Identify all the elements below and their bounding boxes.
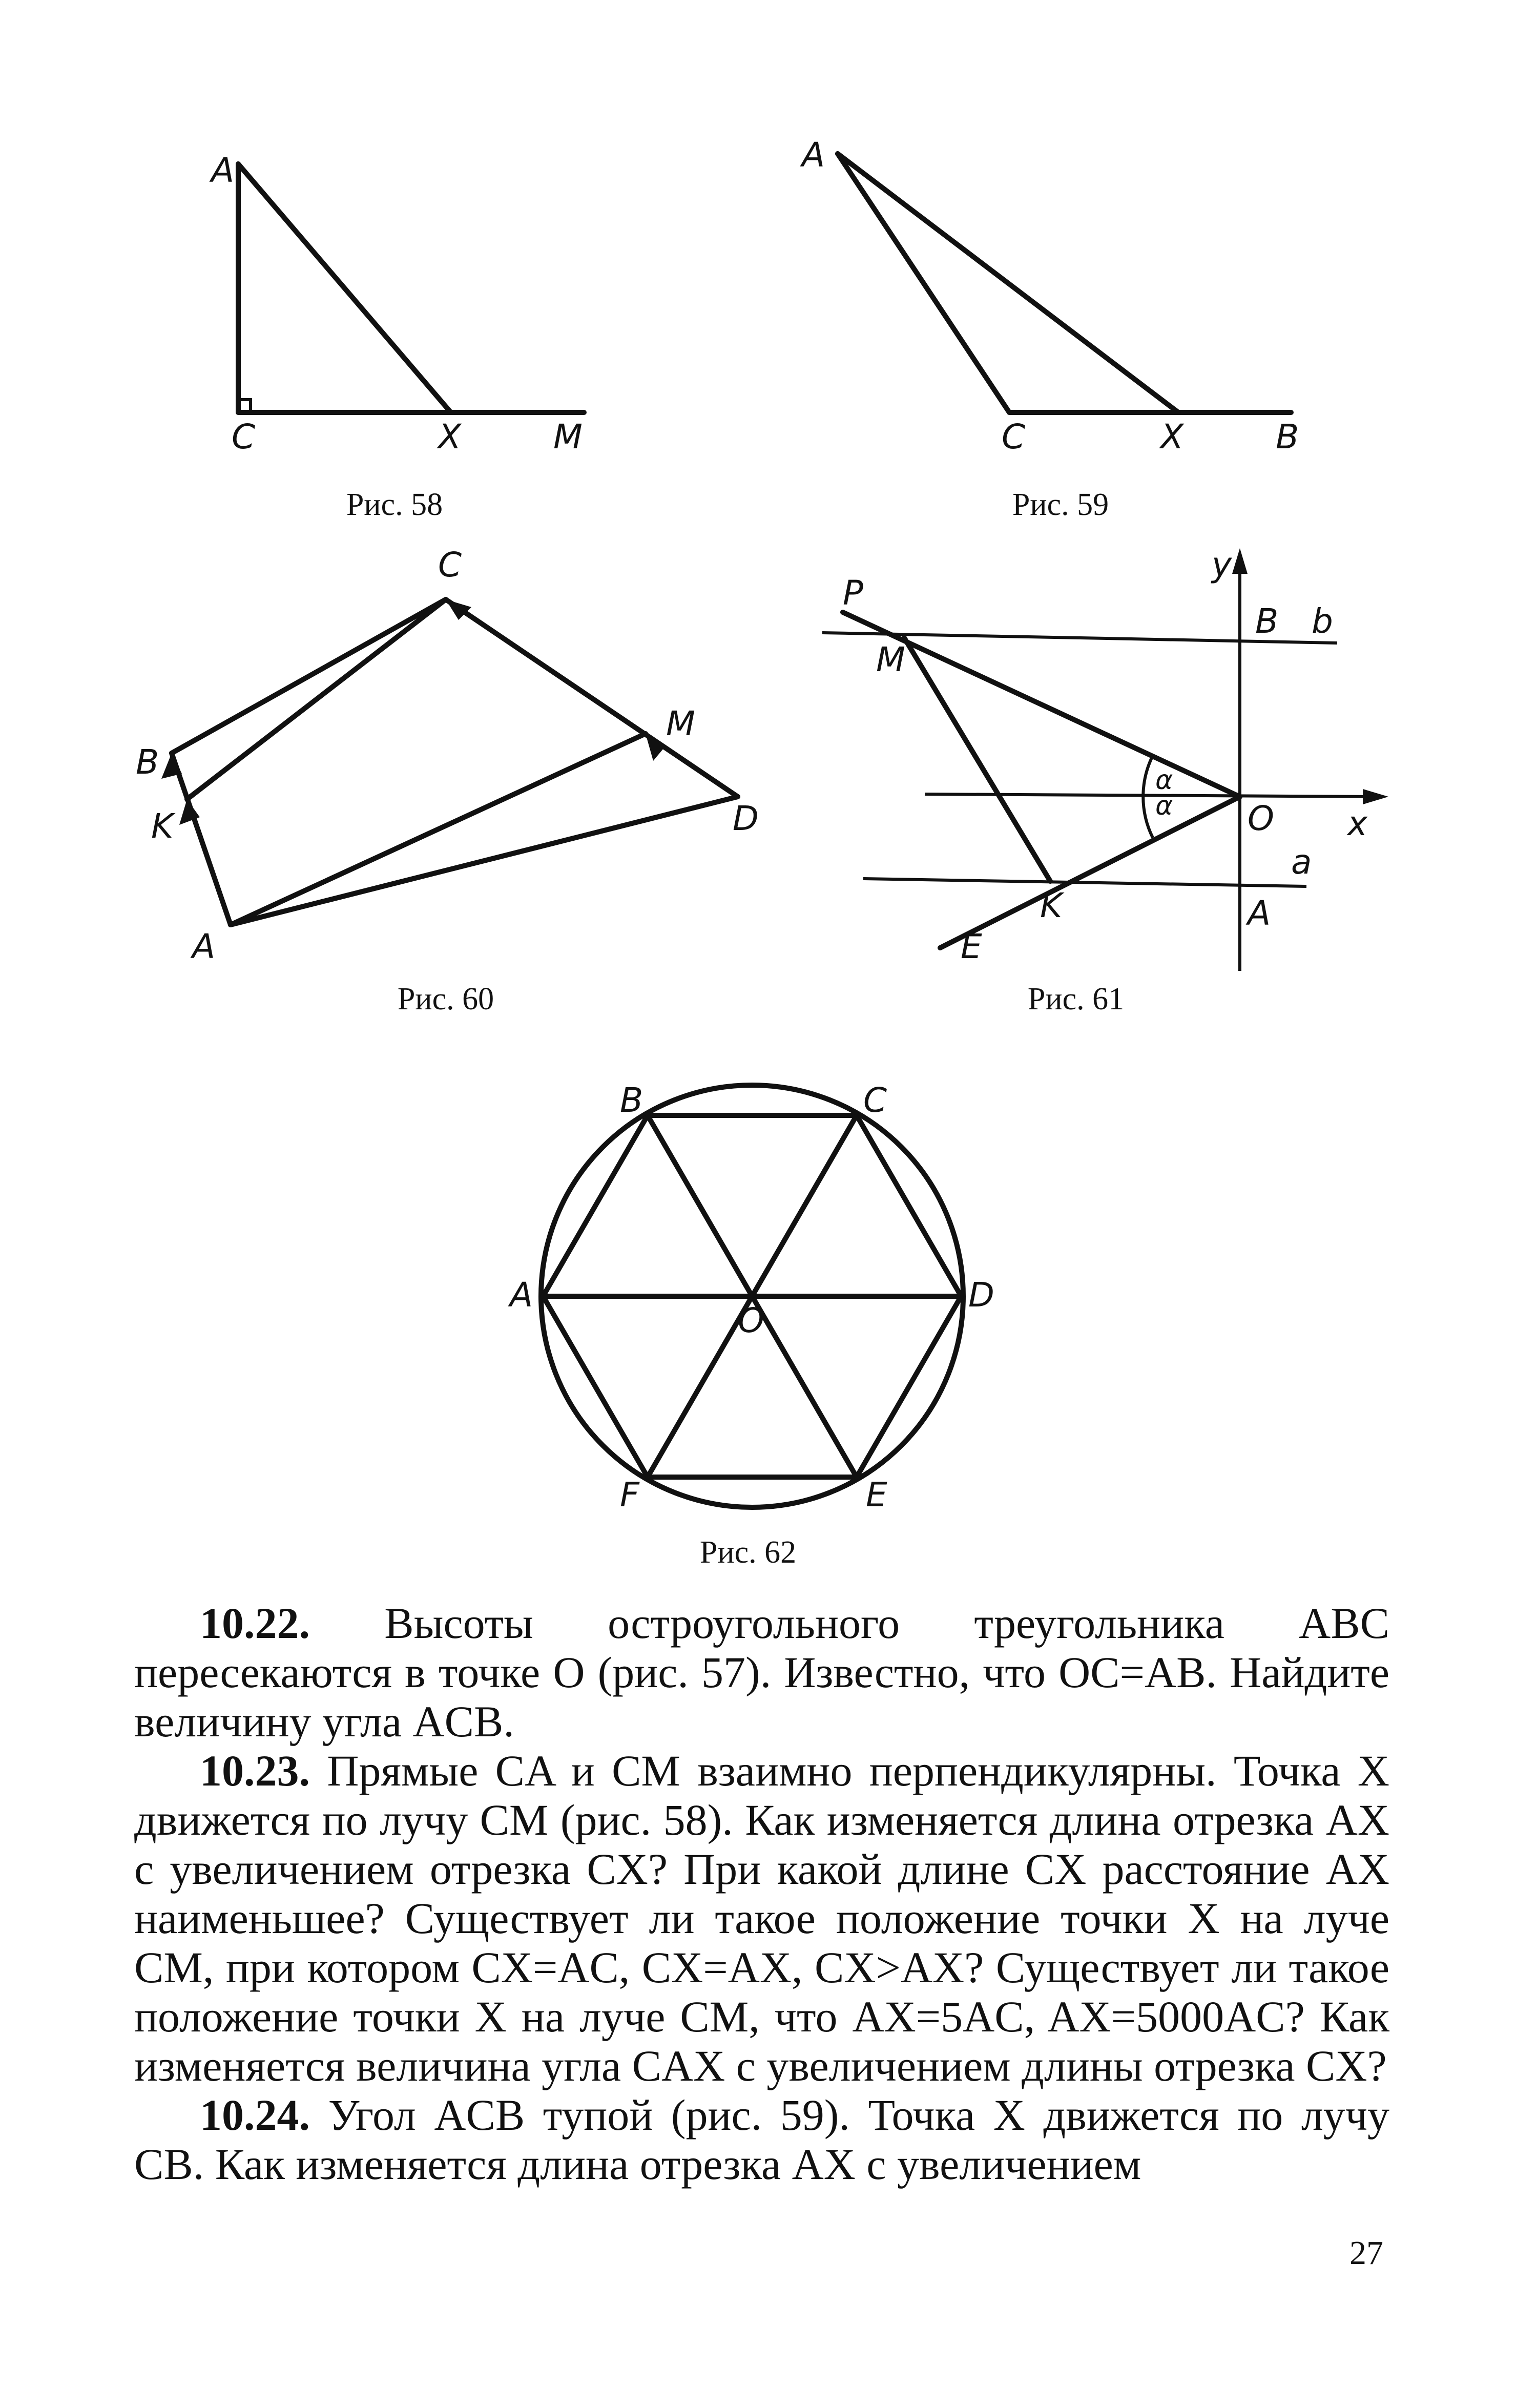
x-axis-arrow	[1363, 789, 1388, 804]
label-C: C	[232, 417, 256, 456]
figure-58-drawing	[0, 0, 768, 553]
problem-statement: Прямые CA и CM взаимно перпендикулярны. Точка X движется по лучу CM (рис. 58). Как изменяется длина отрезка AX с увеличением отрезка CX? При какой длине CX расстояние AX наименьшее? Существует ли такое положение точки X на луче CM, при котором CX=AC, CX=AX, CX>AX? Существует ли такое положение точки X на луче CM, что AX=5AC, AX=5000AC? Как изменяется величина угла CAX с увеличением длины отрезка CX?	[134, 1746, 1390, 2090]
label-C: C	[863, 1081, 887, 1120]
segment-BC	[172, 599, 446, 753]
figure-58	[0, 0, 768, 553]
segment-AX	[838, 154, 1178, 412]
label-A: A	[510, 1275, 533, 1315]
label-x: x	[1347, 804, 1368, 843]
page-number: 27	[1349, 2234, 1383, 2272]
label-O: O	[738, 1301, 764, 1340]
problem-10-22	[134, 1599, 1389, 1746]
segment-AD	[231, 797, 738, 925]
problem-statement: Высоты остроугольного треугольника ABC пересекаются в точке O (рис. 57). Известно, что OC=AB. Найдите величину угла ACB.	[134, 1599, 1390, 1746]
figure-60	[0, 545, 768, 1040]
label-B: B	[620, 1081, 643, 1120]
figure-62	[461, 1055, 1076, 1517]
label-M: M	[876, 640, 905, 679]
label-B: B	[136, 742, 159, 782]
label-alpha-upper: α	[1155, 765, 1173, 796]
label-O: O	[1248, 799, 1274, 838]
label-A: A	[211, 151, 235, 190]
figure-59-caption: Рис. 59	[1012, 487, 1109, 522]
label-alpha-lower: α	[1155, 791, 1173, 821]
label-D: D	[733, 799, 759, 838]
segment-BA	[172, 753, 231, 925]
label-C: C	[438, 545, 462, 585]
arrow-M	[646, 734, 666, 761]
segment-DC	[446, 599, 738, 797]
label-B: B	[1276, 417, 1299, 456]
figure-59	[768, 0, 1537, 553]
label-P: P	[843, 573, 863, 613]
problem-number: 10.23.	[200, 1746, 310, 1795]
label-K: K	[1040, 886, 1063, 925]
problem-number: 10.24.	[200, 2090, 310, 2140]
figure-62-caption: Рис. 62	[699, 1535, 797, 1570]
label-a: a	[1291, 842, 1312, 882]
label-y: y	[1212, 545, 1232, 585]
problem-statement: Угол ACB тупой (рис. 59). Точка X движется по лучу CB. Как изменяется длина отрезка AX с увеличением	[134, 2090, 1389, 2189]
problem-10-24	[134, 2090, 1389, 2189]
label-A: A	[802, 135, 825, 175]
figure-61-caption: Рис. 61	[1027, 982, 1125, 1016]
label-M: M	[553, 417, 583, 456]
segment-AX	[238, 164, 451, 412]
figure-60-drawing	[0, 545, 768, 1040]
figure-62-drawing	[461, 1055, 1076, 1517]
segment-AM	[231, 734, 646, 925]
label-E: E	[866, 1475, 887, 1514]
label-C: C	[1002, 417, 1026, 456]
figure-58-caption: Рис. 58	[346, 487, 443, 522]
problem-number: 10.22.	[200, 1599, 310, 1648]
figure-61	[768, 545, 1537, 1040]
x-axis	[925, 794, 1383, 797]
label-F: F	[620, 1475, 639, 1514]
label-B: B	[1255, 601, 1279, 641]
figure-61-drawing	[768, 545, 1537, 1040]
problem-text	[134, 1599, 1389, 2189]
label-M: M	[666, 704, 695, 743]
label-X: X	[1160, 417, 1184, 456]
label-E: E	[961, 927, 982, 966]
label-A: A	[192, 927, 216, 966]
segment-KC	[187, 599, 446, 799]
figure-60-caption: Рис. 60	[397, 982, 494, 1016]
ray-OE	[940, 797, 1240, 948]
figure-59-drawing	[768, 0, 1537, 553]
problem-10-23	[134, 1746, 1389, 2090]
label-K: K	[151, 806, 174, 846]
label-X: X	[438, 417, 462, 456]
label-A: A	[1248, 894, 1271, 933]
label-D: D	[968, 1275, 994, 1315]
label-b: b	[1312, 601, 1333, 641]
segment-AC	[838, 154, 1009, 412]
